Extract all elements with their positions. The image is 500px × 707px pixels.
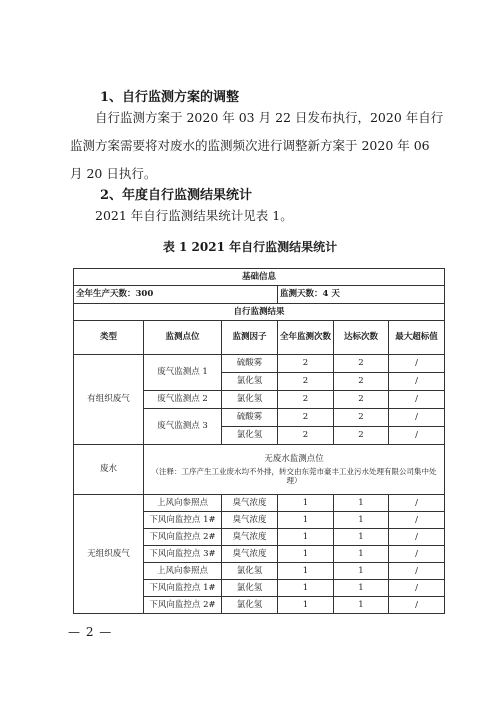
max-cell: / [389, 529, 445, 546]
count-cell: 1 [278, 529, 334, 546]
wastewater-note-cell [144, 445, 445, 495]
pass-cell: 1 [334, 546, 389, 563]
point-cell: 下风向监控点 2# [144, 529, 222, 546]
count-cell: 1 [278, 512, 334, 529]
factor-cell: 氯化氢 [222, 391, 278, 409]
header-point: 监测点位 [144, 321, 222, 355]
header-type: 类型 [74, 321, 144, 355]
organized-point-3: 废气监测点 3 [144, 409, 222, 445]
table-row [74, 286, 445, 304]
table-row [74, 495, 445, 512]
header-max: 最大超标值 [389, 321, 445, 355]
table-header-row [74, 321, 445, 355]
pass-cell: 2 [334, 409, 389, 427]
pass-cell: 1 [334, 495, 389, 512]
point-cell: 下风向监控点 3# [144, 546, 222, 563]
monitoring-results-table [73, 268, 445, 614]
pass-cell: 1 [334, 597, 389, 614]
factor-cell: 臭气浓度 [222, 546, 278, 563]
section1-heading: 1、自行监测方案的调整 [100, 90, 240, 105]
count-cell: 2 [278, 427, 334, 445]
count-cell: 2 [278, 355, 334, 373]
max-cell: / [389, 409, 445, 427]
factor-cell: 硫酸雾 [222, 409, 278, 427]
count-cell: 2 [278, 391, 334, 409]
table-row [74, 304, 445, 321]
table-row [74, 355, 445, 373]
wastewater-line2: （注释：工序产生工业废水均不外排，转交由东莞市豪丰工业污水处理有限公司集中处理） [151, 467, 437, 486]
factor-cell: 氯化氢 [222, 427, 278, 445]
max-cell: / [389, 427, 445, 445]
pass-cell: 2 [334, 373, 389, 391]
wastewater-type: 废水 [74, 445, 144, 495]
max-cell: / [389, 495, 445, 512]
factor-cell: 氯化氢 [222, 580, 278, 597]
max-cell: / [389, 580, 445, 597]
factor-cell: 氯化氢 [222, 597, 278, 614]
production-days: 全年生产天数：300 [74, 286, 278, 304]
count-cell: 1 [278, 563, 334, 580]
wastewater-line1: 无废水监测点位 [264, 453, 324, 464]
factor-cell: 氯化氢 [222, 373, 278, 391]
point-cell: 上风向参照点 [144, 563, 222, 580]
table-row [74, 269, 445, 286]
section1-paragraph: 自行监测方案于 2020 年 03 月 22 日发布执行，2020 年自行监测方案需要将对废水的监测频次进行调整新方案于 2020 年 06 月 20 日执行。 [70, 110, 444, 181]
max-cell: / [389, 563, 445, 580]
count-cell: 2 [278, 373, 334, 391]
point-cell: 上风向参照点 [144, 495, 222, 512]
point-cell: 下风向监控点 1# [144, 580, 222, 597]
count-cell: 1 [278, 597, 334, 614]
page-number: — 2 — [68, 625, 113, 639]
point-cell: 下风向监控点 2# [144, 597, 222, 614]
pass-cell: 2 [334, 427, 389, 445]
header-factor: 监测因子 [222, 321, 278, 355]
monitoring-days: 监测天数：4 天 [278, 286, 445, 304]
factor-cell: 氯化氢 [222, 563, 278, 580]
max-cell: / [389, 373, 445, 391]
factor-cell: 硫酸雾 [222, 355, 278, 373]
header-count: 全年监测次数 [278, 321, 334, 355]
organized-point-1: 废气监测点 1 [144, 355, 222, 391]
max-cell: / [389, 597, 445, 614]
factor-cell: 臭气浓度 [222, 495, 278, 512]
table-row [74, 445, 445, 495]
results-label: 自行监测结果 [74, 304, 445, 321]
max-cell: / [389, 546, 445, 563]
pass-cell: 1 [334, 529, 389, 546]
factor-cell: 臭气浓度 [222, 529, 278, 546]
organized-point-2: 废气监测点 2 [144, 391, 222, 409]
pass-cell: 2 [334, 391, 389, 409]
count-cell: 1 [278, 580, 334, 597]
unorganized-type: 无组织废气 [74, 495, 144, 614]
section2-heading: 2、年度自行监测结果统计 [100, 188, 253, 203]
pass-cell: 1 [334, 512, 389, 529]
table-caption: 表 1 2021 年自行监测结果统计 [162, 240, 338, 254]
factor-cell: 臭气浓度 [222, 512, 278, 529]
max-cell: / [389, 512, 445, 529]
pass-cell: 2 [334, 355, 389, 373]
count-cell: 1 [278, 495, 334, 512]
pass-cell: 1 [334, 563, 389, 580]
organized-type: 有组织废气 [74, 355, 144, 445]
max-cell: / [389, 391, 445, 409]
count-cell: 1 [278, 546, 334, 563]
basic-info-label: 基础信息 [74, 269, 445, 286]
section2-paragraph: 2021 年自行监测结果统计见表 1。 [95, 208, 293, 223]
pass-cell: 1 [334, 580, 389, 597]
count-cell: 2 [278, 409, 334, 427]
point-cell: 下风向监控点 1# [144, 512, 222, 529]
header-pass: 达标次数 [334, 321, 389, 355]
max-cell: / [389, 355, 445, 373]
